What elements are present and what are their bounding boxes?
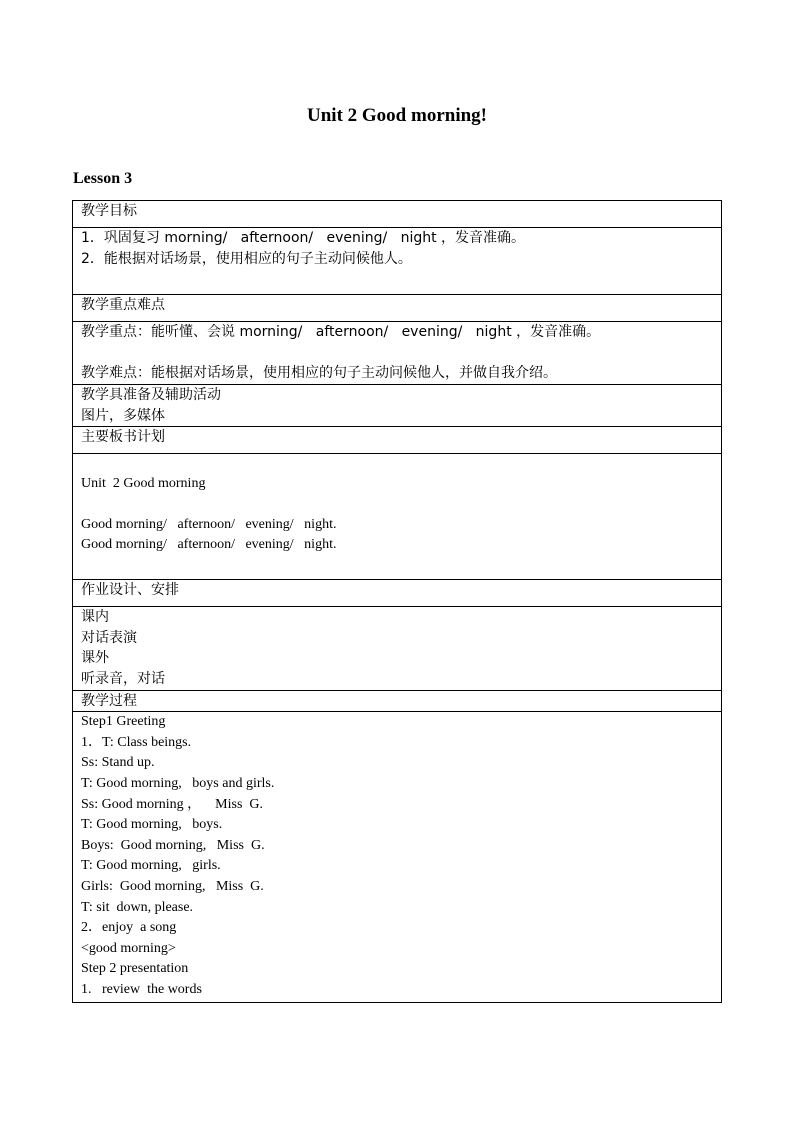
table-row: [73, 607, 722, 690]
process-line: <good morning>: [81, 940, 176, 956]
document-title: Unit 2 Good morning!: [307, 105, 487, 126]
board-line: Unit 2 Good morning: [81, 476, 206, 492]
process-cell: [73, 712, 722, 1003]
objectives-cell: [73, 228, 722, 295]
key-points-cell: [73, 322, 722, 385]
materials-header: 教学具准备及辅助活动: [81, 387, 221, 403]
lesson-label: Lesson 3: [73, 170, 133, 187]
process-line: Step 2 presentation: [81, 961, 189, 977]
materials-text: 图片，多媒体: [81, 407, 165, 424]
homework-header: 作业设计、安排: [73, 580, 722, 607]
homework-cell: [73, 607, 722, 690]
homework-item: 听录音，对话: [81, 670, 165, 687]
process-line: Ss: Good morning ， Miss G.: [81, 796, 264, 812]
process-line: Ss: Stand up.: [81, 755, 155, 771]
key-point: 教学重点：能听懂、会说 morning/ afternoon/ evening/ night ，发音准确。: [81, 324, 601, 340]
table-row: [73, 201, 722, 228]
materials-cell: [73, 385, 722, 427]
process-header: 教学过程: [73, 690, 722, 712]
process-line: 1．T: Class beings.: [81, 734, 192, 750]
board-line: Good morning/ afternoon/ evening/ night.: [81, 537, 337, 553]
table-row: [73, 580, 722, 607]
board-line: Good morning/ afternoon/ evening/ night.: [81, 516, 337, 532]
table-row: [73, 454, 722, 580]
table-row: [73, 690, 722, 712]
table-row: [73, 385, 722, 427]
process-line: T: sit down, please.: [81, 899, 194, 915]
process-line: T: Good morning, girls.: [81, 858, 221, 874]
process-line: Girls: Good morning, Miss G.: [81, 878, 264, 894]
objective-item: 1．巩固复习 morning/ afternoon/ evening/ night ，发音准确。: [81, 230, 526, 246]
objective-item: 2．能根据对话场景，使用相应的句子主动问候他人。: [81, 250, 412, 267]
table-row: [73, 712, 722, 1003]
table-row: [73, 322, 722, 385]
table-row: [73, 427, 722, 454]
process-line: T: Good morning, boys and girls.: [81, 775, 275, 791]
homework-item: 课外: [81, 650, 109, 667]
table-row: [73, 228, 722, 295]
lesson-plan-table: [72, 200, 722, 1003]
process-line: T: Good morning, boys.: [81, 817, 223, 833]
process-line: Boys: Good morning, Miss G.: [81, 837, 265, 853]
difficult-point: 教学难点：能根据对话场景，使用相应的句子主动问候他人，并做自我介绍。: [81, 364, 557, 381]
key-points-header: 教学重点难点: [73, 295, 722, 322]
process-line: 2．enjoy a song: [81, 920, 177, 936]
homework-item: 对话表演: [81, 629, 137, 646]
process-line: Step1 Greeting: [81, 714, 166, 730]
board-plan-cell: [73, 454, 722, 580]
process-line: 1. review the words: [81, 981, 202, 997]
board-header: 主要板书计划: [73, 427, 722, 454]
objectives-header: 教学目标: [73, 201, 722, 228]
table-row: [73, 295, 722, 322]
homework-item: 课内: [81, 609, 109, 626]
